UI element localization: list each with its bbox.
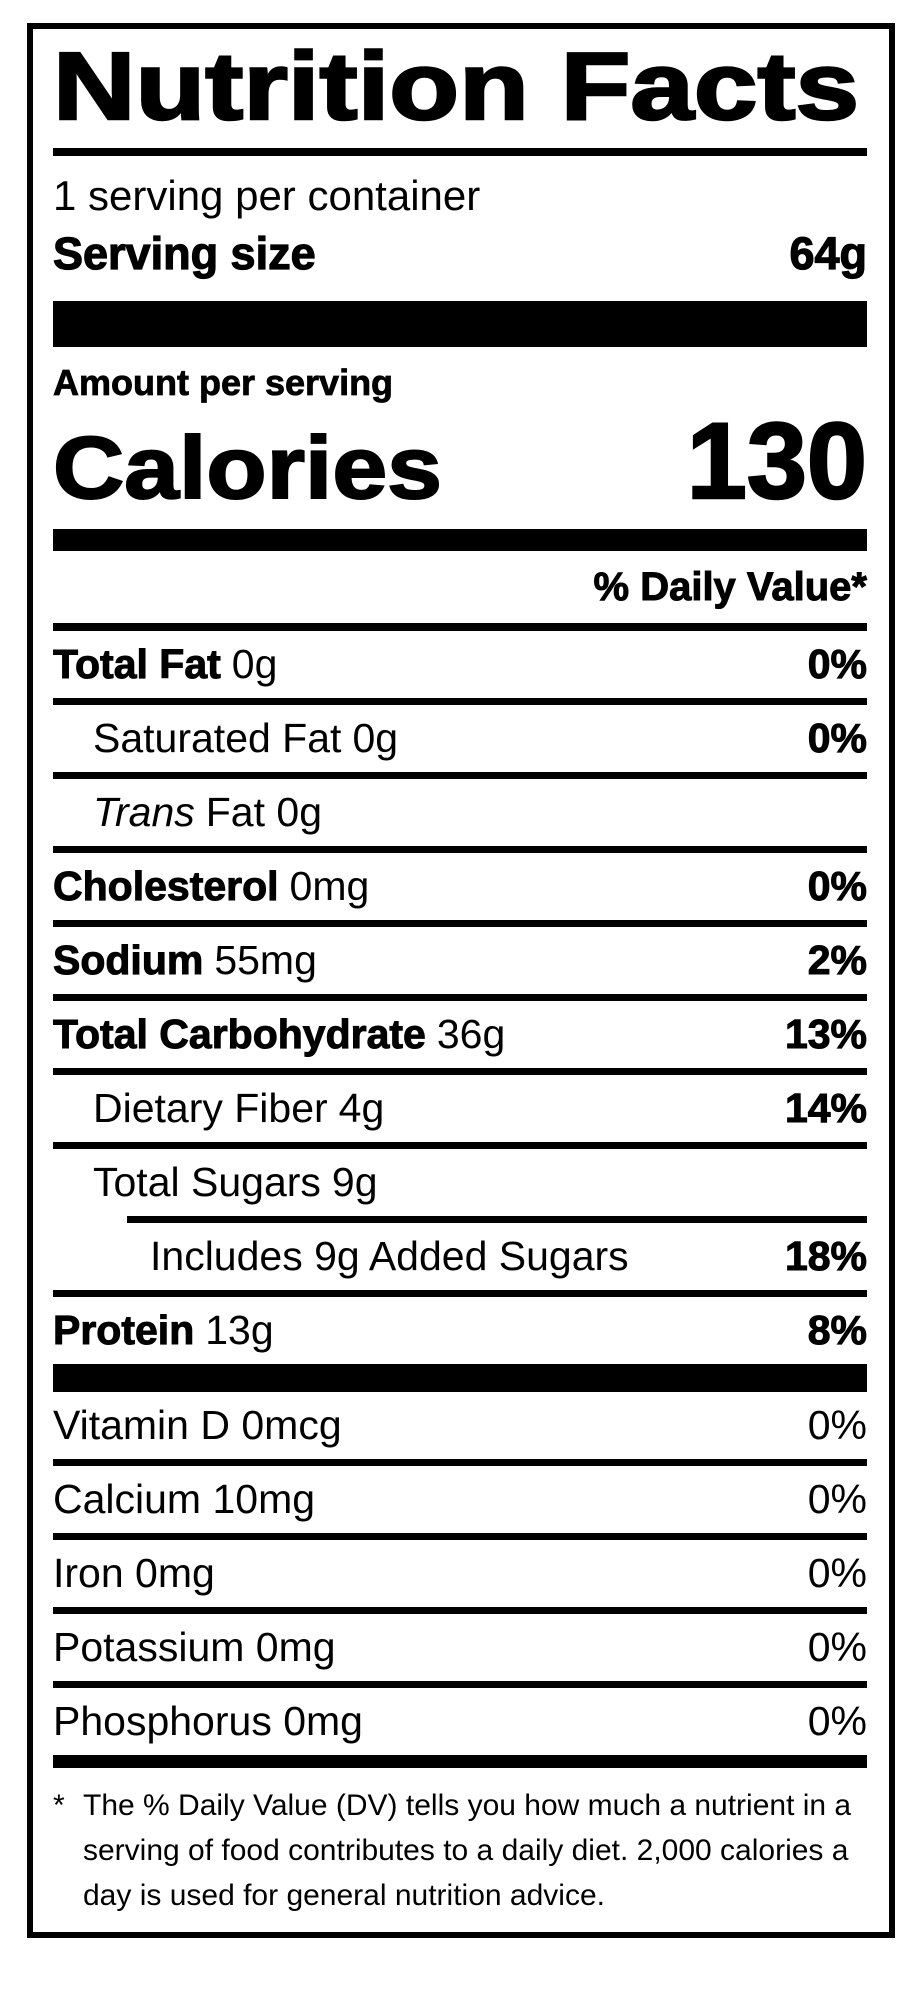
separator-indented bbox=[127, 1216, 867, 1223]
serving-size-label: Serving size bbox=[53, 227, 316, 279]
nutrient-label: Total Sugars bbox=[93, 1158, 321, 1205]
nutrient-amount: 9g bbox=[331, 1158, 378, 1205]
amount-per-serving-label: Amount per serving bbox=[53, 361, 394, 403]
nutrient-amount: 36g bbox=[436, 1010, 506, 1057]
separator bbox=[53, 846, 867, 853]
micronutrient-row-iron bbox=[53, 1540, 867, 1607]
nutrient-dv: 14% bbox=[784, 1084, 867, 1131]
nutrient-label: Total Carbohydrate bbox=[53, 1010, 426, 1057]
micronutrient-dv: 0% bbox=[807, 1623, 867, 1670]
nutrient-dv: 0% bbox=[807, 714, 867, 761]
separator bbox=[53, 772, 867, 779]
nutrient-amount: 0mg bbox=[289, 862, 370, 909]
micronutrient-label: Iron 0mg bbox=[53, 1549, 215, 1596]
separator bbox=[53, 698, 867, 705]
nutrition-facts-label bbox=[27, 23, 895, 1938]
nutrient-amount: 0g bbox=[231, 640, 278, 687]
separator bbox=[53, 1142, 867, 1149]
micronutrient-dv: 0% bbox=[807, 1401, 867, 1448]
calories-value: 130 bbox=[686, 399, 867, 521]
micronutrient-label: Vitamin D 0mcg bbox=[53, 1401, 342, 1448]
separator bbox=[53, 1533, 867, 1540]
nutrient-amount: Fat 0g bbox=[205, 788, 322, 835]
bar-below-calories bbox=[53, 529, 867, 551]
separator bbox=[53, 1459, 867, 1466]
nutrient-row-protein bbox=[53, 1297, 867, 1364]
separator bbox=[53, 1607, 867, 1614]
micronutrient-dv: 0% bbox=[807, 1475, 867, 1522]
nutrient-row-total-sugars bbox=[53, 1149, 867, 1216]
calories-label bbox=[53, 417, 442, 517]
separator bbox=[53, 623, 867, 631]
nutrient-amount: 13g bbox=[205, 1306, 274, 1353]
nutrient-label: Cholesterol bbox=[53, 862, 279, 909]
micronutrient-row-potassium bbox=[53, 1614, 867, 1681]
micronutrient-dv: 0% bbox=[807, 1549, 867, 1596]
nutrient-dv: 0% bbox=[807, 640, 867, 687]
micronutrient-row-calcium bbox=[53, 1466, 867, 1533]
separator bbox=[53, 920, 867, 927]
nutrient-label: Sodium bbox=[53, 936, 204, 983]
separator bbox=[53, 1681, 867, 1688]
micronutrient-label: Phosphorus 0mg bbox=[53, 1697, 363, 1744]
nutrient-row-trans-fat bbox=[53, 779, 867, 846]
nutrient-row-sodium bbox=[53, 927, 867, 994]
nutrient-label: Protein bbox=[53, 1306, 195, 1353]
calories-row bbox=[53, 399, 867, 521]
daily-value-footnote bbox=[53, 1768, 867, 1932]
micronutrient-row-phosphorus bbox=[53, 1688, 867, 1755]
nutrient-row-added-sugars bbox=[53, 1223, 867, 1290]
nutrient-row-saturated-fat bbox=[53, 705, 867, 772]
nutrient-dv: 13% bbox=[784, 1010, 867, 1057]
nutrient-dv: 2% bbox=[807, 936, 867, 983]
serving-size-row bbox=[53, 228, 867, 280]
footnote-asterisk: * bbox=[53, 1788, 65, 1822]
thick-bar-footnote bbox=[53, 1755, 867, 1768]
servings-per-container: 1 serving per container bbox=[53, 171, 481, 219]
separator bbox=[53, 994, 867, 1001]
micronutrient-label: Calcium 10mg bbox=[53, 1475, 316, 1522]
nutrient-row-total-fat bbox=[53, 631, 867, 698]
separator bbox=[53, 1290, 867, 1297]
nutrient-row-cholesterol bbox=[53, 853, 867, 920]
label-title bbox=[53, 33, 867, 140]
daily-value-header: % Daily Value* bbox=[593, 564, 867, 609]
nutrient-label-italic: Trans bbox=[93, 788, 195, 835]
nutrient-row-total-carbohydrate bbox=[53, 1001, 867, 1068]
nutrient-dv: 8% bbox=[807, 1306, 867, 1353]
micronutrient-label: Potassium 0mg bbox=[53, 1623, 336, 1670]
footnote-line: The % Daily Value (DV) tells you how much a nutrient in a bbox=[83, 1788, 852, 1822]
micronutrient-row-vitamin-d bbox=[53, 1392, 867, 1459]
nutrient-label: Dietary Fiber bbox=[93, 1084, 328, 1131]
nutrient-amount: 55mg bbox=[214, 936, 317, 983]
thick-bar-serving bbox=[53, 301, 867, 347]
footnote-text bbox=[83, 1783, 867, 1918]
title-underline bbox=[53, 148, 867, 156]
nutrient-amount: 4g bbox=[338, 1084, 385, 1131]
separator bbox=[53, 1068, 867, 1075]
micronutrient-dv: 0% bbox=[807, 1697, 867, 1744]
label-title-text: Nutrition Facts bbox=[53, 33, 860, 140]
footnote-line: serving of food contributes to a daily diet. 2,000 calories a bbox=[83, 1833, 849, 1867]
nutrient-amount: 0g bbox=[352, 714, 399, 761]
nutrient-dv: 0% bbox=[807, 862, 867, 909]
nutrient-label: Total Fat bbox=[53, 640, 221, 687]
nutrient-row-dietary-fiber bbox=[53, 1075, 867, 1142]
nutrient-label: Includes 9g Added Sugars bbox=[150, 1232, 629, 1279]
nutrient-label: Saturated Fat bbox=[93, 714, 342, 761]
nutrient-dv: 18% bbox=[784, 1232, 867, 1279]
footnote-line: day is used for general nutrition advice. bbox=[83, 1878, 605, 1912]
calories-label-text: Calories bbox=[53, 417, 442, 517]
thick-bar-protein bbox=[53, 1364, 867, 1392]
serving-size-value: 64g bbox=[789, 227, 867, 279]
